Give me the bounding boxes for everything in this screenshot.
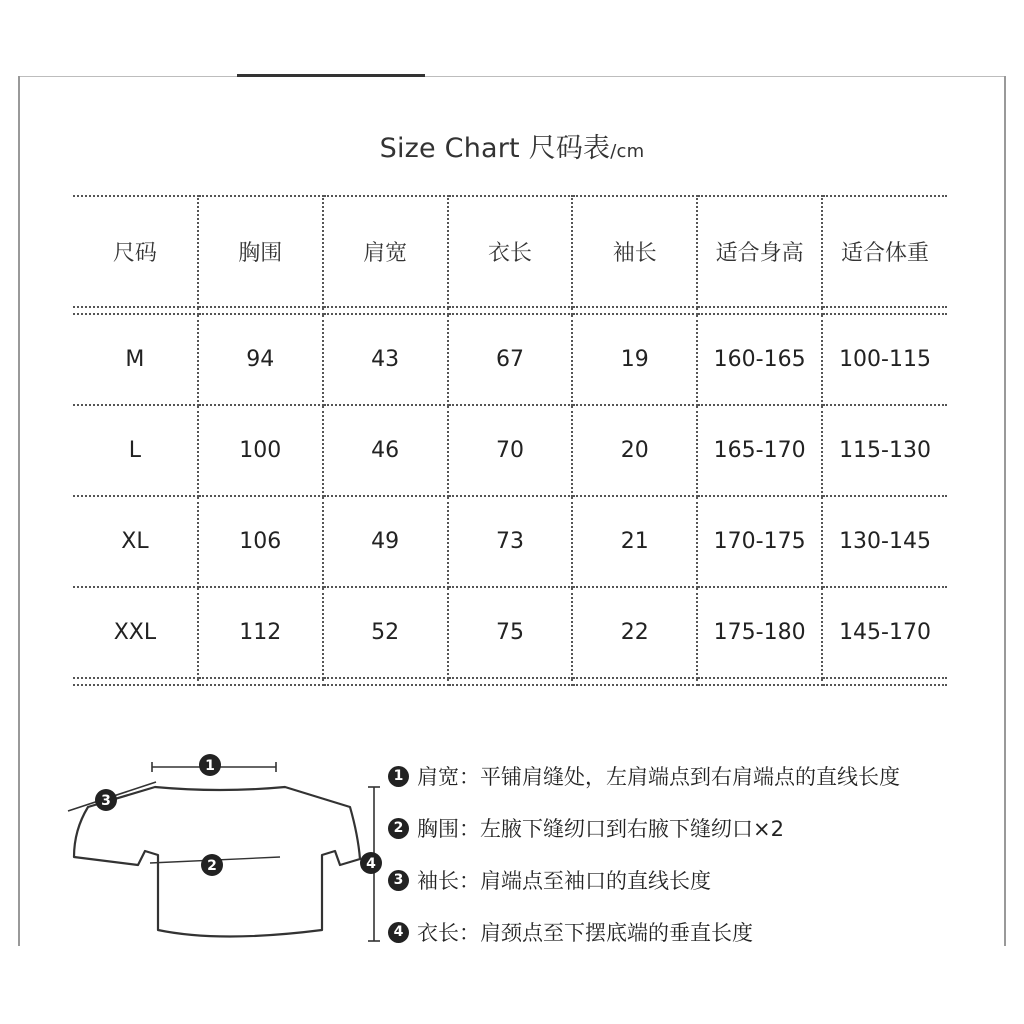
table-cell: 19 xyxy=(572,314,697,405)
table-cell: 49 xyxy=(323,496,448,587)
table-row xyxy=(73,405,947,496)
table-cell xyxy=(448,678,573,685)
table-cell: 22 xyxy=(572,587,697,678)
title-main: Size Chart 尺码表 xyxy=(379,133,611,164)
table-cell: 130-145 xyxy=(822,496,947,587)
table-cell xyxy=(448,307,573,314)
table-cell: 52 xyxy=(323,587,448,678)
table-cell: 21 xyxy=(572,496,697,587)
legend-item xyxy=(388,750,900,802)
marker-4-label: 4 xyxy=(366,856,376,872)
header-shoulder: 肩宽 xyxy=(323,196,448,307)
marker-4-icon xyxy=(360,852,382,874)
table-cell: 43 xyxy=(323,314,448,405)
table-cell xyxy=(572,307,697,314)
table-cell xyxy=(822,678,947,685)
table-cell: L xyxy=(73,405,198,496)
table-cell: 70 xyxy=(448,405,573,496)
table-cell: 106 xyxy=(198,496,323,587)
table-row xyxy=(73,307,947,314)
legend-text: 衣长：肩颈点至下摆底端的垂直长度 xyxy=(417,921,753,945)
legend-text: 袖长：肩端点至袖口的直线长度 xyxy=(417,869,711,893)
table-cell: 160-165 xyxy=(697,314,822,405)
frame-right-border xyxy=(1004,76,1006,946)
table-cell: XL xyxy=(73,496,198,587)
table-cell xyxy=(323,678,448,685)
table-cell xyxy=(198,678,323,685)
legend-item xyxy=(388,802,900,854)
table-cell xyxy=(822,307,947,314)
table-cell xyxy=(572,678,697,685)
table-cell: 73 xyxy=(448,496,573,587)
number-badge-icon: 4 xyxy=(388,922,409,943)
legend-text: 肩宽：平铺肩缝处，左肩端点到右肩端点的直线长度 xyxy=(417,765,900,789)
marker-2-icon xyxy=(201,854,223,876)
marker-1-icon xyxy=(199,754,221,776)
table-cell: 46 xyxy=(323,405,448,496)
header-length: 衣长 xyxy=(448,196,573,307)
header-sleeve: 袖长 xyxy=(572,196,697,307)
table-cell: M xyxy=(73,314,198,405)
legend-text: 胸围：左腋下缝纫口到右腋下缝纫口×2 xyxy=(417,817,784,841)
measurement-legend xyxy=(388,750,900,958)
page-title xyxy=(0,126,1024,165)
table-cell: 67 xyxy=(448,314,573,405)
title-unit: /cm xyxy=(610,141,645,162)
marker-2-label: 2 xyxy=(207,858,217,874)
shirt-measurement-diagram xyxy=(60,745,390,955)
header-height: 适合身高 xyxy=(697,196,822,307)
legend-item xyxy=(388,854,900,906)
marker-3-icon xyxy=(95,789,117,811)
table-cell: 112 xyxy=(198,587,323,678)
legend-item xyxy=(388,906,900,958)
frame-top-border xyxy=(18,76,1006,77)
table-header-row xyxy=(73,196,947,307)
header-weight: 适合体重 xyxy=(822,196,947,307)
table-cell xyxy=(73,307,198,314)
table-cell xyxy=(697,307,822,314)
tab-underline xyxy=(237,74,425,77)
header-size: 尺码 xyxy=(73,196,198,307)
table-row xyxy=(73,587,947,678)
table-row xyxy=(73,678,947,685)
table-row xyxy=(73,496,947,587)
frame-left-border xyxy=(18,76,20,946)
table-cell: 170-175 xyxy=(697,496,822,587)
table-cell: 100 xyxy=(198,405,323,496)
table-cell: 115-130 xyxy=(822,405,947,496)
header-chest: 胸围 xyxy=(198,196,323,307)
table-row xyxy=(73,314,947,405)
table-cell: XXL xyxy=(73,587,198,678)
table-cell: 94 xyxy=(198,314,323,405)
table-cell: 100-115 xyxy=(822,314,947,405)
table-cell: 75 xyxy=(448,587,573,678)
table-cell xyxy=(697,678,822,685)
size-table xyxy=(73,195,947,686)
number-badge-icon: 3 xyxy=(388,870,409,891)
marker-1-label: 1 xyxy=(205,758,215,774)
table-cell: 20 xyxy=(572,405,697,496)
table-cell xyxy=(323,307,448,314)
table-cell xyxy=(73,678,198,685)
table-cell xyxy=(198,307,323,314)
table-cell: 175-180 xyxy=(697,587,822,678)
number-badge-icon: 2 xyxy=(388,818,409,839)
table-cell: 145-170 xyxy=(822,587,947,678)
number-badge-icon: 1 xyxy=(388,766,409,787)
marker-3-label: 3 xyxy=(101,793,111,809)
table-cell: 165-170 xyxy=(697,405,822,496)
